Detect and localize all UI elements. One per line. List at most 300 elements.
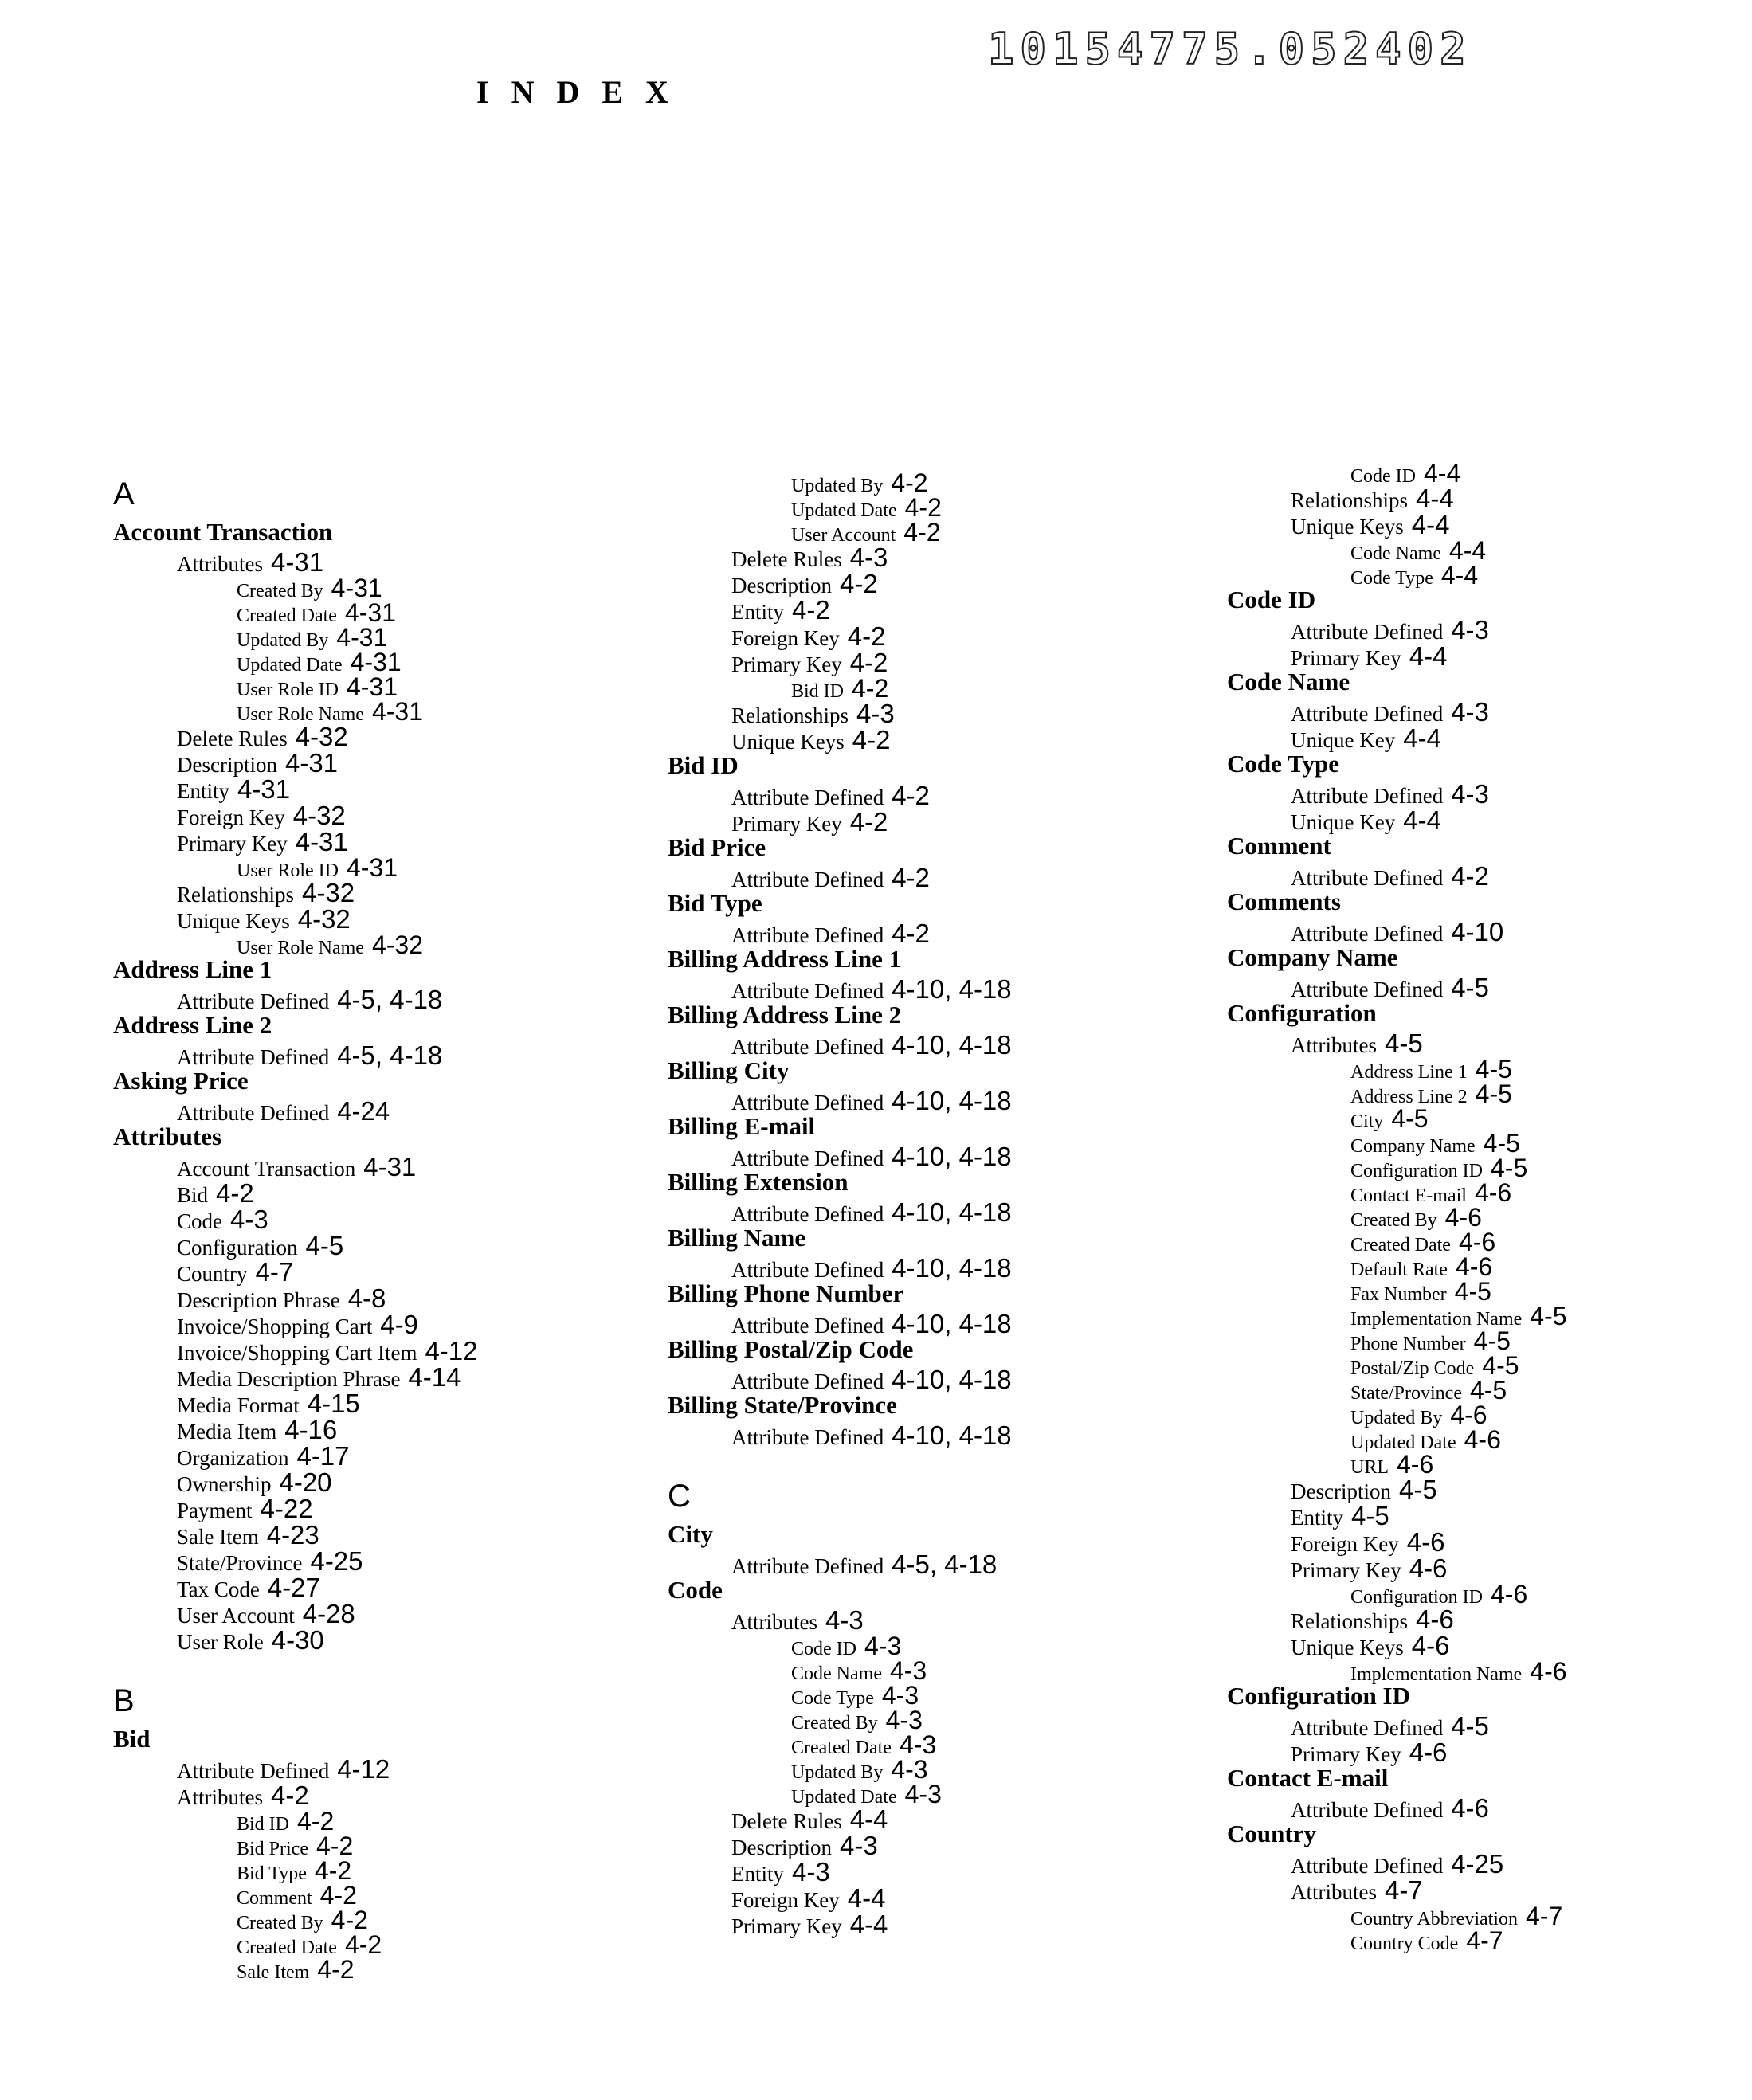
entry-term: Billing Phone Number <box>668 1279 904 1307</box>
entry-term: Country Code <box>1350 1933 1459 1954</box>
page-reference: 4-24 <box>337 1096 390 1126</box>
entry-term: Created By <box>791 1713 878 1734</box>
entry-term: Created By <box>237 581 323 601</box>
entry-term: Updated By <box>1350 1408 1443 1428</box>
entry-term: Address Line 2 <box>113 1011 272 1039</box>
index-subentry <box>668 727 1012 753</box>
index-subsubentry <box>1227 1104 1567 1133</box>
entry-term: Code Name <box>1350 543 1441 564</box>
index-subsubentry <box>1227 1155 1567 1180</box>
index-heading <box>1227 1001 1567 1030</box>
index-subentry <box>113 1574 478 1600</box>
page-reference: 4-12 <box>337 1754 390 1784</box>
entry-term: Address Line 2 <box>1350 1087 1468 1107</box>
index-subsubentry <box>113 1833 478 1858</box>
index-heading <box>668 1002 1012 1032</box>
entry-term: Attribute Defined <box>1291 922 1444 946</box>
page-reference: 4-2 <box>1451 861 1489 891</box>
entry-term: Attribute Defined <box>731 1202 884 1226</box>
entry-term: Billing E-mail <box>668 1112 816 1140</box>
entry-term: Country <box>177 1262 248 1286</box>
entry-term: Attribute Defined <box>1291 1798 1444 1822</box>
page-reference: 4-2 <box>892 863 930 892</box>
index-heading <box>113 1013 478 1042</box>
page-reference: 4-4 <box>849 1804 888 1834</box>
page-reference: 4-28 <box>302 1599 355 1628</box>
entry-term: Phone Number <box>1350 1334 1466 1354</box>
page-reference: 4-10, 4-18 <box>892 1309 1012 1338</box>
index-subsubentry <box>1227 536 1567 565</box>
entry-term: Billing Postal/Zip Code <box>668 1335 914 1363</box>
entry-term: Delete Rules <box>731 547 842 571</box>
index-subentry <box>113 802 478 829</box>
page-reference: 4-2 <box>319 1881 357 1910</box>
index-subentry <box>668 1806 1012 1832</box>
index-subsubentry <box>1227 1180 1567 1205</box>
entry-term: Updated By <box>791 476 884 496</box>
index-subsubentry <box>113 674 478 699</box>
entry-term: Code Name <box>1227 668 1350 695</box>
page-reference: 4-4 <box>849 1910 888 1939</box>
index-subsubentry <box>668 1732 1012 1757</box>
entry-term: Comment <box>1227 832 1331 860</box>
page-reference: 4-4 <box>1423 459 1461 488</box>
page-reference: 4-10, 4-18 <box>892 1365 1012 1394</box>
entry-term: Attribute Defined <box>731 1554 884 1578</box>
index-subsubentry <box>1227 1203 1567 1232</box>
page-reference: 4-5 <box>1451 973 1489 1002</box>
index-subsubentry <box>113 855 478 880</box>
entry-term: Account Transaction <box>177 1157 356 1181</box>
index-subentry <box>668 1832 1012 1859</box>
index-subsubentry <box>668 1681 1012 1710</box>
entry-term: Country <box>1227 1820 1316 1847</box>
index-subentry <box>668 1087 1012 1114</box>
index-heading <box>668 1393 1012 1422</box>
entry-term: Entity <box>177 779 229 803</box>
index-subentry <box>1227 807 1567 833</box>
entry-term: Billing Extension <box>668 1168 849 1196</box>
page-reference: 4-6 <box>1444 1203 1482 1232</box>
entry-term: Attribute Defined <box>731 1425 884 1449</box>
index-heading <box>113 519 478 549</box>
page-reference: 4-2 <box>847 621 886 651</box>
page-reference: 4-3 <box>881 1681 919 1710</box>
index-subentry <box>1227 1739 1567 1765</box>
index-subsubentry <box>1227 459 1567 488</box>
entry-term: Created Date <box>237 1937 337 1958</box>
index-subentry <box>113 750 478 776</box>
page-reference: 4-2 <box>271 1781 309 1810</box>
entry-term: Foreign Key <box>731 1888 840 1912</box>
entry-term: Sale Item <box>177 1525 259 1549</box>
index-subentry <box>113 1522 478 1548</box>
page-reference: 4-6 <box>1450 1401 1487 1429</box>
entry-term: Ownership <box>177 1472 272 1496</box>
index-subsubentry <box>113 575 478 600</box>
entry-term: Billing Address Line 2 <box>668 1001 902 1028</box>
entry-term: Code Type <box>1350 568 1433 589</box>
page-reference: 4-27 <box>267 1573 320 1602</box>
entry-term: User Role Name <box>237 938 364 958</box>
page-reference: 4-32 <box>371 931 423 959</box>
entry-term: Fax Number <box>1350 1284 1447 1305</box>
index-subsubentry <box>668 1707 1012 1732</box>
page-reference: 4-23 <box>266 1520 319 1550</box>
page-reference: 4-7 <box>1466 1926 1503 1955</box>
entry-term: Foreign Key <box>731 626 840 650</box>
entry-term: Relationships <box>1291 1609 1408 1633</box>
page-reference: 4-20 <box>279 1467 332 1497</box>
page-reference: 4-6 <box>1474 1178 1512 1207</box>
index-subsubentry <box>1227 561 1567 590</box>
page-reference: 4-4 <box>1440 561 1479 590</box>
entry-term: Configuration ID <box>1227 1682 1410 1710</box>
entry-term: Description <box>177 753 277 777</box>
entry-term: Attribute Defined <box>731 1146 884 1170</box>
entry-term: Media Format <box>177 1393 300 1417</box>
section-letter: B <box>113 1683 135 1718</box>
entry-term: Bid ID <box>668 751 739 779</box>
index-heading <box>1227 889 1567 919</box>
index-heading <box>668 1169 1012 1199</box>
index-subentry <box>1227 725 1567 751</box>
page-reference: 4-32 <box>302 878 355 907</box>
entry-term: Unique Keys <box>177 909 290 933</box>
index-heading <box>113 1124 478 1154</box>
entry-term: Attributes <box>731 1610 817 1634</box>
index-heading <box>668 835 1012 864</box>
page-reference: 4-5, 4-18 <box>892 1550 998 1579</box>
page-reference: 4-6 <box>1490 1580 1528 1608</box>
entry-term: Billing Name <box>668 1224 806 1252</box>
page-reference: 4-2 <box>904 493 942 522</box>
page-reference: 4-31 <box>344 598 396 627</box>
page-reference: 4-10 <box>1451 917 1504 946</box>
entry-term: Code ID <box>1350 466 1416 487</box>
page-reference: 4-10, 4-18 <box>892 974 1012 1004</box>
page-reference: 4-5 <box>1483 1129 1520 1158</box>
entry-term: Created Date <box>237 605 337 626</box>
page-reference: 4-5 <box>1475 1079 1512 1108</box>
index-subentry <box>668 570 1012 597</box>
index-subentry <box>113 1416 478 1443</box>
index-subentry <box>668 1311 1012 1337</box>
index-heading <box>668 891 1012 920</box>
index-subentry <box>1227 1877 1567 1903</box>
page-reference: 4-2 <box>331 1906 368 1934</box>
page-reference: 4-2 <box>344 1930 382 1959</box>
page-reference: 4-5 <box>1490 1154 1528 1182</box>
index-heading <box>668 946 1012 976</box>
page-reference: 4-10, 4-18 <box>892 1142 1012 1171</box>
index-subentry <box>113 880 478 906</box>
index-subentry <box>1227 617 1567 643</box>
page-reference: 4-5, 4-18 <box>337 985 443 1014</box>
page-reference: 4-6 <box>1455 1252 1493 1281</box>
index-subentry <box>1227 699 1567 725</box>
index-subentry <box>113 1469 478 1495</box>
index-subentry <box>113 1232 478 1259</box>
page-reference: 4-2 <box>317 1955 355 1984</box>
entry-term: Attribute Defined <box>731 1369 884 1393</box>
index-subsubentry <box>668 1755 1012 1784</box>
document-id-stamp: 10154775.052402 <box>988 24 1472 74</box>
index-subsubentry <box>1227 1657 1567 1686</box>
page-reference: 4-32 <box>297 904 351 934</box>
index-subsubentry <box>668 470 1012 495</box>
page-reference: 4-16 <box>284 1415 338 1444</box>
entry-term: Tax Code <box>177 1577 260 1601</box>
page-reference: 4-31 <box>331 574 382 602</box>
index-subentry <box>1227 511 1567 538</box>
entry-term: Attribute Defined <box>731 1258 884 1282</box>
page-reference: 4-5, 4-18 <box>337 1040 443 1070</box>
index-heading <box>668 1225 1012 1255</box>
index-subsubentry <box>668 493 1012 522</box>
entry-term: Description <box>731 1836 832 1859</box>
entry-term: Primary Key <box>731 652 842 676</box>
index-subentry <box>1227 1503 1567 1529</box>
entry-term: Updated Date <box>791 1787 897 1808</box>
page-reference: 4-17 <box>296 1441 350 1471</box>
index-subentry <box>1227 1476 1567 1503</box>
page-reference: 4-10, 4-18 <box>892 1420 1012 1450</box>
entry-term: Created Date <box>791 1738 892 1758</box>
entry-term: Created Date <box>1350 1235 1451 1256</box>
index-subsubentry <box>668 1781 1012 1806</box>
index-heading <box>1227 587 1567 617</box>
index-subsubentry <box>668 674 1012 703</box>
entry-term: Foreign Key <box>177 805 285 829</box>
entry-term: Attribute Defined <box>731 1035 884 1059</box>
page-reference: 4-3 <box>230 1205 268 1234</box>
entry-term: Primary Key <box>1291 1558 1401 1582</box>
page-reference: 4-3 <box>1451 779 1489 809</box>
index-subentry <box>668 1859 1012 1885</box>
entry-term: Configuration ID <box>1350 1161 1483 1181</box>
entry-term: Bid ID <box>237 1814 289 1835</box>
index-subentry <box>1227 1529 1567 1555</box>
entry-term: Attribute Defined <box>731 923 884 947</box>
page-reference: 4-3 <box>864 1632 902 1660</box>
index-subentry <box>668 1199 1012 1225</box>
entry-term: Attribute Defined <box>1291 1716 1444 1740</box>
index-subentry <box>113 906 478 932</box>
page-reference: 4-2 <box>852 674 889 703</box>
index-subentry <box>1227 1606 1567 1632</box>
index-subentry <box>668 920 1012 946</box>
page-reference: 4-14 <box>408 1362 461 1392</box>
entry-term: User Role ID <box>237 860 339 881</box>
page-reference: 4-5 <box>1469 1376 1507 1405</box>
page-reference: 4-2 <box>839 569 878 598</box>
entry-term: Primary Key <box>731 1914 842 1938</box>
page-reference: 4-3 <box>1451 615 1489 644</box>
entry-term: User Role <box>177 1630 264 1654</box>
index-subsubentry <box>1227 1229 1567 1254</box>
index-subsubentry <box>113 600 478 625</box>
entry-term: Code <box>668 1576 723 1604</box>
page-reference: 4-6 <box>1458 1228 1496 1256</box>
index-subentry <box>113 986 478 1013</box>
entry-term: Unique Keys <box>1291 1636 1404 1659</box>
index-subsubentry <box>1227 1928 1567 1953</box>
index-heading <box>113 1068 478 1098</box>
entry-term: Attributes <box>177 1785 263 1809</box>
entry-term: Attribute Defined <box>1291 978 1444 1001</box>
page-reference: 4-4 <box>1411 510 1450 539</box>
entry-term: Configuration ID <box>1350 1587 1483 1608</box>
index-subsubentry <box>113 1955 478 1984</box>
index-heading <box>668 1058 1012 1087</box>
page-reference: 4-4 <box>1448 536 1487 565</box>
index-subentry <box>668 809 1012 835</box>
index-subentry <box>1227 485 1567 511</box>
entry-term: Entity <box>731 1862 784 1886</box>
entry-term: Created By <box>237 1913 323 1933</box>
index-subentry <box>113 1782 478 1808</box>
page-reference: 4-3 <box>849 543 888 572</box>
page-reference: 4-31 <box>237 774 291 804</box>
entry-term: Bid Price <box>668 833 766 861</box>
index-subentry <box>113 1627 478 1653</box>
entry-term: User Role ID <box>237 680 339 700</box>
entry-term: Unique Key <box>1291 810 1396 834</box>
page-reference: 4-7 <box>255 1257 294 1287</box>
entry-term: City <box>1350 1111 1384 1132</box>
page-reference: 4-2 <box>892 919 930 948</box>
index-column-2 <box>668 470 1012 1937</box>
entry-term: Company Name <box>1227 943 1398 971</box>
entry-term: Foreign Key <box>1291 1532 1399 1556</box>
page-reference: 4-2 <box>314 1856 352 1885</box>
page-reference: 4-10, 4-18 <box>892 1030 1012 1060</box>
entry-term: Description <box>1291 1479 1391 1503</box>
page-reference: 4-5 <box>1454 1277 1491 1306</box>
entry-term: Contact E-mail <box>1350 1185 1467 1206</box>
page-reference: 4-5 <box>1391 1104 1429 1133</box>
index-subentry <box>113 1338 478 1364</box>
entry-term: Attribute Defined <box>731 1091 884 1115</box>
index-subentry <box>668 1911 1012 1937</box>
entry-term: Billing Address Line 1 <box>668 945 902 973</box>
entry-term: Entity <box>1291 1506 1343 1530</box>
entry-term: User Role Name <box>237 704 364 725</box>
entry-term: Billing State/Province <box>668 1391 897 1419</box>
index-subsubentry <box>113 697 478 726</box>
index-subentry <box>1227 781 1567 807</box>
entry-term: Bid <box>113 1725 151 1753</box>
page-reference: 4-10, 4-18 <box>892 1086 1012 1115</box>
entry-term: Bid <box>177 1183 209 1207</box>
index-subsubentry <box>113 1881 478 1910</box>
index-subentry <box>668 597 1012 623</box>
entry-term: Media Description Phrase <box>177 1367 401 1391</box>
section-letter: C <box>668 1479 691 1514</box>
page-reference: 4-4 <box>1403 723 1441 753</box>
index-subentry <box>1227 1030 1567 1056</box>
page-reference: 4-31 <box>371 697 423 726</box>
index-subsubentry <box>668 518 1012 547</box>
index-heading <box>1227 1683 1567 1713</box>
entry-term: Primary Key <box>731 812 842 836</box>
page-reference: 4-3 <box>825 1605 864 1635</box>
index-subsubentry <box>1227 1081 1567 1106</box>
index-heading <box>668 1577 1012 1607</box>
entry-term: Entity <box>731 600 784 624</box>
page-reference: 4-31 <box>271 547 324 577</box>
index-heading <box>1227 1765 1567 1795</box>
index-heading <box>668 1281 1012 1311</box>
page-reference: 4-2 <box>316 1832 354 1860</box>
index-subsubentry <box>113 1807 478 1836</box>
entry-term: Postal/Zip Code <box>1350 1358 1475 1379</box>
index-heading <box>668 1522 1012 1551</box>
entry-term: Code <box>177 1209 222 1233</box>
page-title: INDEX <box>476 74 691 110</box>
index-subsubentry <box>1227 1376 1567 1405</box>
index-subentry <box>668 1607 1012 1633</box>
entry-term: Configuration <box>1227 999 1377 1027</box>
index-heading <box>668 1337 1012 1366</box>
entry-term: Configuration <box>177 1236 298 1260</box>
index-subsubentry <box>113 1858 478 1883</box>
page-reference: 4-5 <box>1530 1302 1567 1330</box>
entry-term: Contact E-mail <box>1227 1764 1389 1792</box>
page-reference: 4-32 <box>295 722 348 751</box>
entry-term: Created By <box>1350 1210 1437 1231</box>
page-reference: 4-3 <box>899 1730 937 1759</box>
entry-term: Media Item <box>177 1420 277 1444</box>
page-reference: 4-6 <box>1397 1450 1434 1479</box>
index-subentry <box>668 1255 1012 1281</box>
index-subsubentry <box>1227 1450 1567 1479</box>
entry-term: Primary Key <box>1291 646 1401 670</box>
index-subentry <box>1227 643 1567 669</box>
entry-term: Code Type <box>1227 750 1339 778</box>
index-heading <box>668 753 1012 782</box>
page-reference: 4-3 <box>904 1780 942 1808</box>
entry-term: Description Phrase <box>177 1288 340 1312</box>
index-subentry <box>668 700 1012 727</box>
page-reference: 4-3 <box>856 699 895 728</box>
page-reference: 4-3 <box>1451 697 1489 727</box>
index-heading <box>1227 945 1567 974</box>
entry-term: Attribute Defined <box>731 786 884 809</box>
page-reference: 4-5 <box>1398 1475 1437 1504</box>
page-reference: 4-6 <box>1464 1425 1501 1454</box>
entry-term: Attribute Defined <box>1291 620 1444 644</box>
index-subentry <box>1227 919 1567 945</box>
index-subsubentry <box>668 1658 1012 1683</box>
page-reference: 4-31 <box>336 623 388 652</box>
index-subsubentry <box>113 1932 478 1957</box>
entry-term: Code Type <box>791 1688 874 1709</box>
entry-term: Account Transaction <box>113 518 333 546</box>
entry-term: Updated By <box>237 630 329 651</box>
page-reference: 4-4 <box>1403 805 1441 835</box>
entry-term: Attributes <box>113 1122 222 1150</box>
index-subsubentry <box>1227 1277 1567 1306</box>
entry-term: Invoice/Shopping Cart <box>177 1314 373 1338</box>
index-subentry <box>1227 1713 1567 1739</box>
index-subentry <box>113 1154 478 1180</box>
entry-term: State/Province <box>177 1551 303 1575</box>
index-subentry <box>668 1143 1012 1169</box>
index-subsubentry <box>113 649 478 674</box>
index-subsubentry <box>113 1907 478 1932</box>
